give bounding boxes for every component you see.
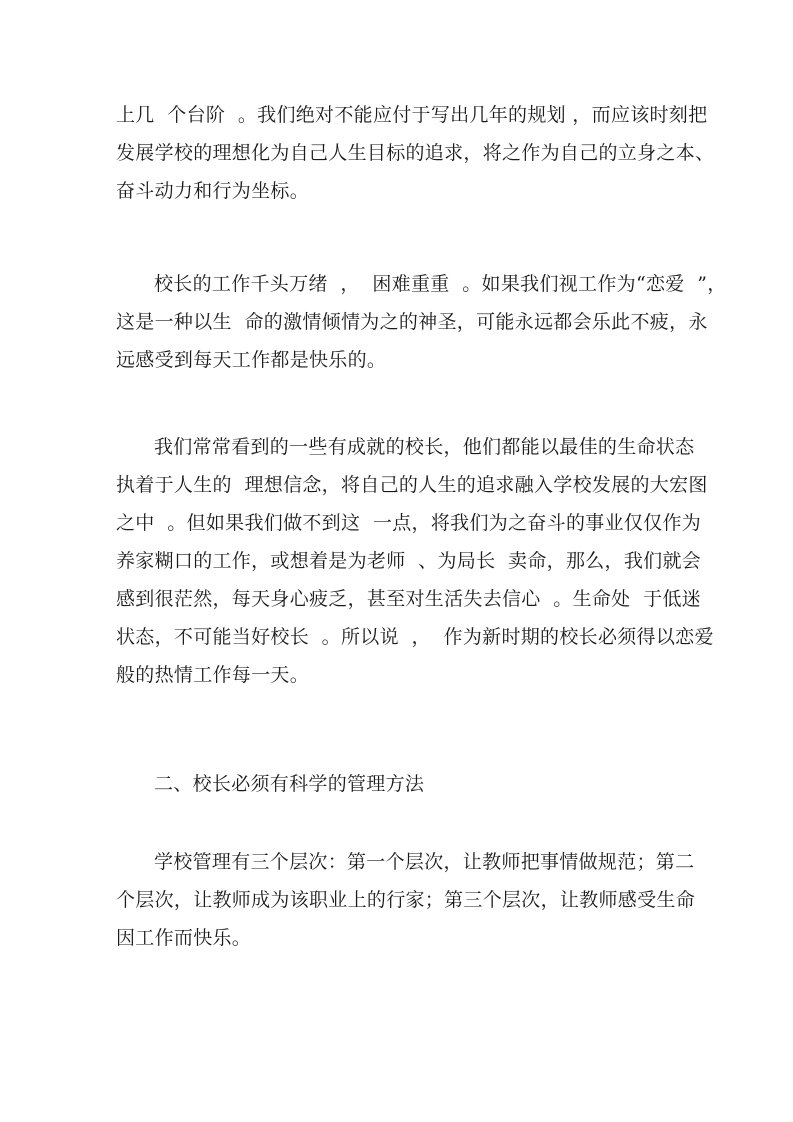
section-heading — [116, 765, 676, 803]
text-line: 个层次，让教师成为该职业上的行家；第三个层次，让教师感受生命 — [116, 889, 696, 911]
text-line: 我们常常看到的一些有成就的校长，他们都能以最佳的生命状态 — [154, 436, 695, 458]
paragraph-management-levels — [116, 843, 696, 957]
text-line: 上几 个台阶 。我们绝对不能应付于写出几年的规划 ，而应该时刻把 — [116, 104, 708, 126]
text-line: 校长的工作千头万绪 ， 困难重重 。如果我们视工作为“恋爱 ”， — [154, 273, 727, 295]
text-line: 执着于人生的 理想信念，将自己的人生的追求融入学校发展的大宏图 — [116, 474, 708, 496]
text-line: 养家糊口的工作，或想着是为老师 、为局长 卖命，那么，我们就会 — [116, 550, 702, 572]
text-line: 发展学校的理想化为自己人生目标的追求，将之作为自己的立身之本、 — [116, 142, 715, 164]
text-line: 因工作而快乐。 — [116, 927, 252, 949]
text-line: 学校管理有三个层次：第一个层次，让教师把事情做规范；第二 — [154, 851, 695, 873]
text-line: 奋斗动力和行为坐标。 — [116, 180, 310, 202]
text-line: 状态，不可能当好校长 。所以说 ， 作为新时期的校长必须得以恋爱 — [116, 626, 714, 648]
paragraph-continuation — [116, 96, 715, 210]
text-line: 这是一种以生 命的激情倾情为之的神圣，可能永远都会乐此不疲，永 — [116, 311, 708, 333]
heading-text: 二、校长必须有科学的管理方法 — [154, 773, 425, 795]
paragraph-accomplished-principals — [116, 428, 714, 694]
text-line: 之中 。但如果我们做不到这 一点，将我们为之奋斗的事业仅仅作为 — [116, 512, 702, 534]
text-line: 般的热情工作每一天。 — [116, 664, 310, 686]
text-line: 远感受到每天工作都是快乐的。 — [116, 349, 387, 371]
text-line: 感到很茫然，每天身心疲乏，甚至对生活失去信心 。生命处 于低迷 — [116, 588, 702, 610]
paragraph-work-passion — [116, 265, 727, 379]
